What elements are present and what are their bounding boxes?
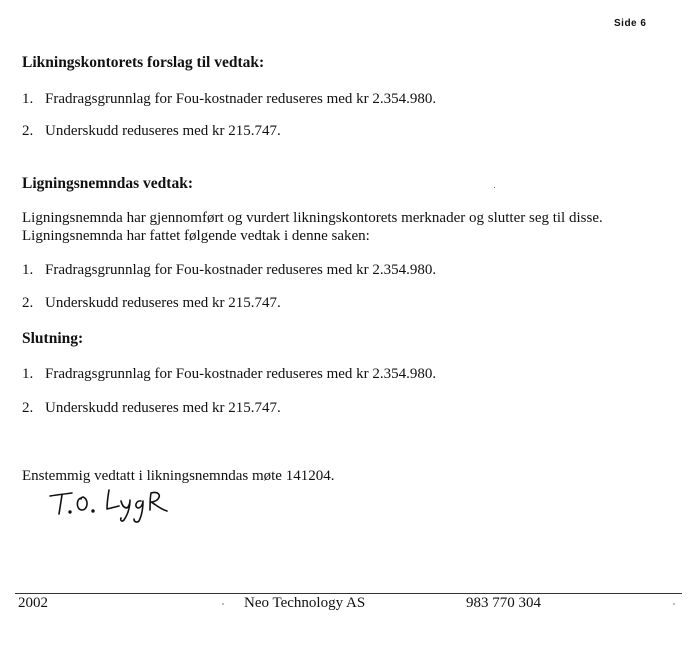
- scan-speck: [494, 187, 495, 188]
- proposal-heading: Likningskontorets forslag til vedtak:: [22, 54, 265, 71]
- proposal-item-2-text: Underskudd reduseres med kr 215.747.: [45, 123, 281, 139]
- proposal-item-1: [22, 91, 436, 108]
- proposal-item-1-text: Fradragsgrunnlag for Fou-kostnader reduseres med kr 2.354.980.: [45, 91, 437, 107]
- conclusion-item-1-text: Fradragsgrunnlag for Fou-kostnader reduseres med kr 2.354.980.: [45, 366, 437, 382]
- decision-item-2-number: 2.: [22, 295, 34, 311]
- conclusion-heading: Slutning:: [22, 330, 84, 347]
- decision-item-2-text: Underskudd reduseres med kr 215.747.: [45, 295, 281, 311]
- decision-item-2: [22, 295, 281, 312]
- decision-item-1-text: Fradragsgrunnlag for Fou-kostnader reduseres med kr 2.354.980.: [45, 262, 437, 278]
- decision-paragraph-line-2: Ligningsnemnda har fattet følgende vedtak i denne saken:: [22, 228, 370, 244]
- scan-speck: [222, 603, 224, 605]
- conclusion-item-2-text: Underskudd reduseres med kr 215.747.: [45, 400, 281, 416]
- proposal-item-2: [22, 123, 281, 140]
- footer-company: Neo Technology AS: [244, 595, 366, 611]
- footer-org-number: 983 770 304: [466, 595, 541, 611]
- footer-year: 2002: [18, 595, 48, 611]
- handwritten-signature: [48, 484, 178, 529]
- page-number: Side 6: [614, 18, 647, 29]
- conclusion-item-2-number: 2.: [22, 400, 34, 416]
- proposal-item-1-number: 1.: [22, 91, 34, 107]
- scan-speck: [673, 603, 675, 605]
- footer-rule: [15, 593, 682, 594]
- conclusion-item-1: [22, 366, 436, 383]
- conclusion-item-2: [22, 400, 281, 417]
- proposal-item-2-number: 2.: [22, 123, 34, 139]
- decision-item-1-number: 1.: [22, 262, 34, 278]
- conclusion-item-1-number: 1.: [22, 366, 34, 382]
- decision-heading: Ligningsnemndas vedtak:: [22, 175, 193, 192]
- closing-statement: Enstemmig vedtatt i likningsnemndas møte 141204.: [22, 468, 335, 484]
- decision-paragraph-line-1: Ligningsnemnda har gjennomført og vurdert likningskontorets merknader og slutter seg til disse.: [22, 210, 603, 226]
- decision-item-1: [22, 262, 436, 279]
